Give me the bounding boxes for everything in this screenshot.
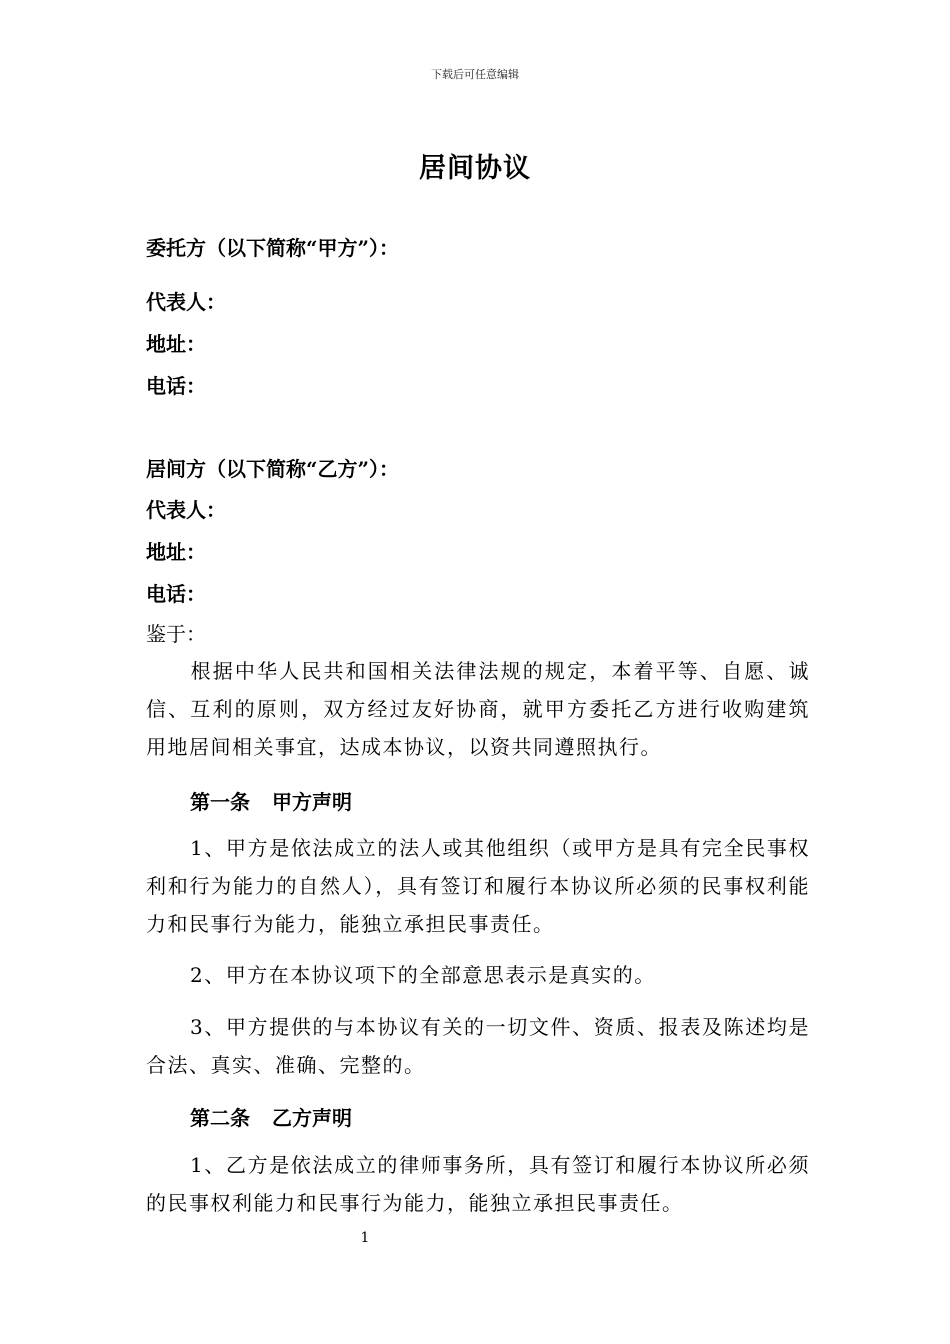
party-b-phone: 电话： [146,582,206,606]
party-a-phone: 电话： [146,374,206,398]
article-2-item-1 [146,1146,810,1222]
document-title: 居间协议 [419,153,531,184]
header-note: 下载后可任意编辑 [431,68,519,81]
page-number: 1 [360,1230,370,1246]
article-1-item-1-text: 1、甲方是依法成立的法人或其他组织（或甲方是具有完全民事权利和行为能力的自然人），具有签订和履行本协议所必须的民事权利能力和民事行为能力，能独立承担民事责任。 [146,836,810,936]
article-1-item-3 [146,1008,810,1084]
article-1-item-2-text: 2、甲方在本协议项下的全部意思表示是真实的。 [190,963,656,987]
preamble-text: 根据中华人民共和国相关法律法规的规定，本着平等、自愿、诚信、互利的原则，双方经过友好协商，就甲方委托乙方进行收购建筑用地居间相关事宜，达成本协议，以资共同遵照执行。 [146,659,810,759]
party-a-heading: 委托方（以下简称“甲方”）： [146,236,400,260]
preamble-paragraph [146,652,810,766]
article-2-title: 乙方声明 [272,1106,352,1130]
party-b-heading: 居间方（以下简称“乙方”）： [146,457,400,481]
article-1-item-2 [146,956,810,994]
party-b-representative: 代表人： [146,498,226,522]
article-2-number: 第二条 [190,1106,250,1130]
article-1-heading [190,786,352,815]
article-1-title: 甲方声明 [272,790,352,814]
article-1-item-1 [146,829,810,943]
article-2-item-1-text: 1、乙方是依法成立的律师事务所，具有签订和履行本协议所必须的民事权利能力和民事行为能力，能独立承担民事责任。 [146,1153,810,1215]
article-2-heading [190,1102,352,1131]
article-1-item-3-text: 3、甲方提供的与本协议有关的一切文件、资质、报表及陈述均是合法、真实、准确、完整的。 [146,1015,810,1077]
party-b-address: 地址： [146,540,206,564]
party-a-representative: 代表人： [146,290,226,314]
whereas-label: 鉴于： [146,622,206,646]
article-1-number: 第一条 [190,790,250,814]
party-a-address: 地址： [146,332,206,356]
